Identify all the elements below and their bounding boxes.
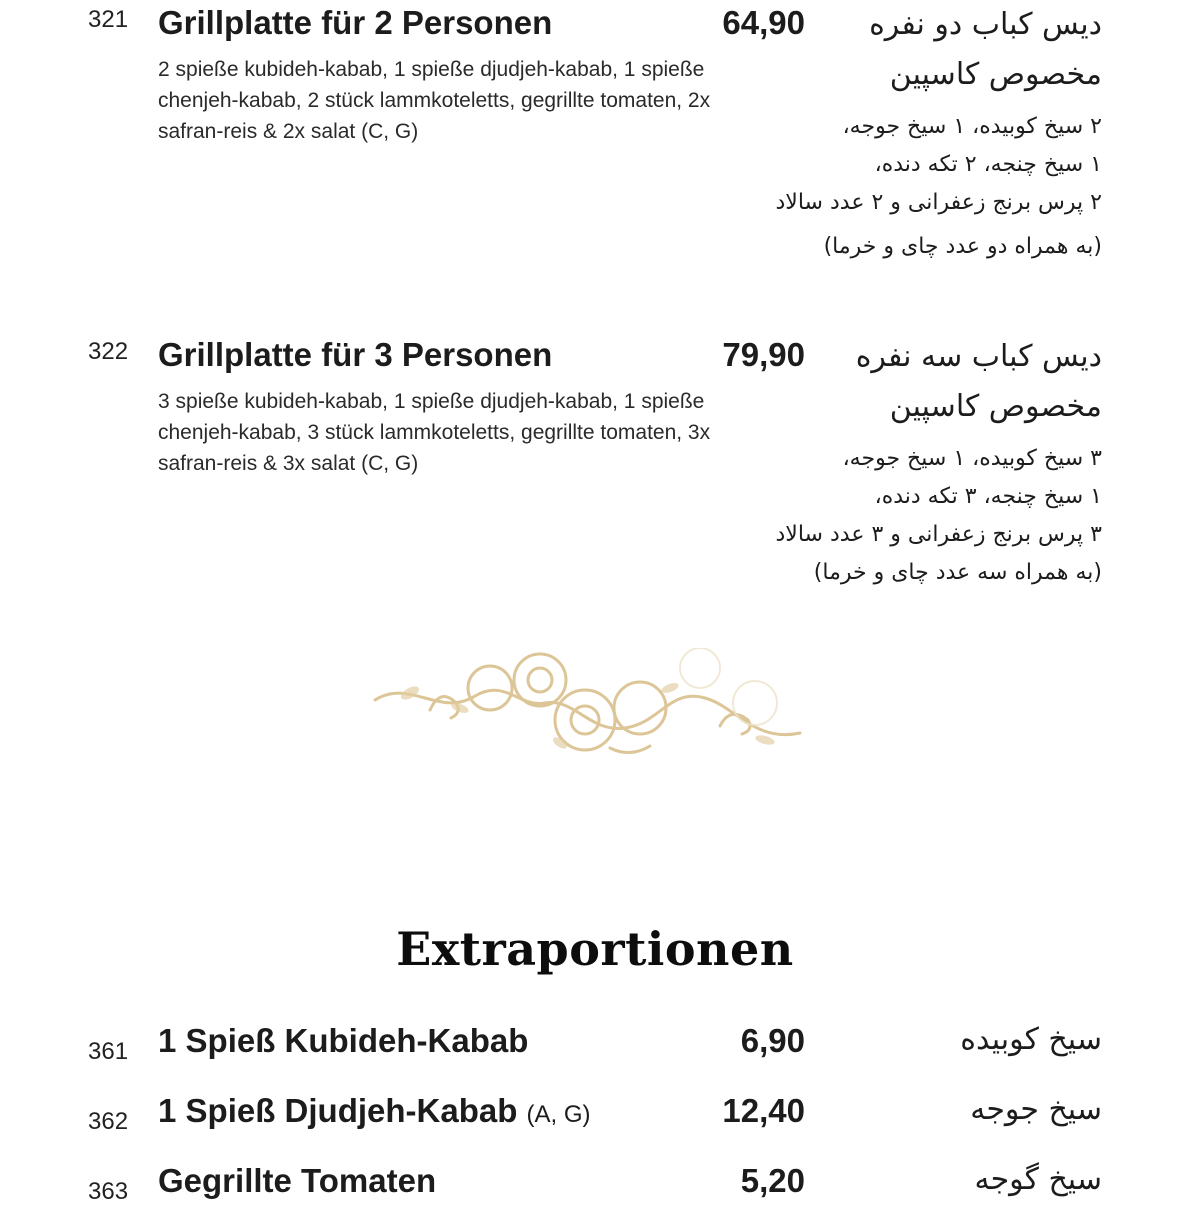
item-number: 322 xyxy=(88,338,129,365)
item-number: 361 xyxy=(88,1038,129,1065)
fa-title-line: دیس کباب سه نفره xyxy=(855,339,1102,374)
fa-line: ۱ سیخ چنجه، ۳ تکه دنده، xyxy=(874,484,1102,509)
extra-item-362 xyxy=(0,1092,1200,1152)
section-title: Extraportionen xyxy=(396,922,794,976)
item-price: 79,90 xyxy=(722,336,805,373)
item-title: Grillplatte für 2 Personen xyxy=(158,4,553,41)
floral-ornament-icon xyxy=(370,648,810,778)
item-description: 2 spieße kubideh-kabab, 1 spieße djudjeh-kabab, 1 spieße chenjeh-kabab, 2 stück lammkoteletts, gegrillte tomaten, 2x safran-reis & 2x salat (C, G) xyxy=(158,58,711,143)
item-title-fa: سیخ کوبیده xyxy=(960,1022,1102,1057)
fa-line: ۳ پرس برنج زعفرانی و ۳ عدد سالاد xyxy=(775,522,1102,547)
fa-line: (به همراه دو عدد چای و خرما) xyxy=(823,234,1102,259)
item-description: 3 spieße kubideh-kabab, 1 spieße djudjeh-kabab, 1 spieße chenjeh-kabab, 3 stück lammkoteletts, gegrillte tomaten, 3x safran-reis & 3x salat (C, G) xyxy=(158,390,711,475)
fa-title-line: مخصوص کاسپین xyxy=(889,389,1102,424)
item-price: 6,90 xyxy=(740,1022,805,1059)
item-title xyxy=(158,1092,591,1130)
fa-line: ۳ سیخ کوبیده، ۱ سیخ جوجه، xyxy=(842,446,1102,471)
item-price: 5,20 xyxy=(740,1162,805,1199)
item-title: Gegrillte Tomaten xyxy=(158,1162,437,1199)
item-title: Grillplatte für 3 Personen xyxy=(158,336,553,373)
item-title-text: 1 Spieß Djudjeh-Kabab xyxy=(158,1092,518,1129)
item-title-fa: سیخ جوجه xyxy=(970,1092,1102,1127)
item-number: 363 xyxy=(88,1178,129,1205)
fa-line: ۲ پرس برنج زعفرانی و ۲ عدد سالاد xyxy=(775,190,1102,215)
allergen-codes: (A, G) xyxy=(526,1101,591,1128)
item-description-fa xyxy=(682,440,1102,592)
item-title-fa xyxy=(802,332,1102,432)
item-title-fa: سیخ گوجه xyxy=(974,1162,1102,1197)
item-number: 321 xyxy=(88,6,129,33)
fa-line: (به همراه سه عدد چای و خرما) xyxy=(813,560,1102,585)
extra-item-361 xyxy=(0,1022,1200,1082)
extra-item-363 xyxy=(0,1162,1200,1222)
fa-title-line: مخصوص کاسپین xyxy=(889,57,1102,92)
item-title-fa xyxy=(802,0,1102,100)
item-description-fa xyxy=(682,108,1102,266)
item-title: 1 Spieß Kubideh-Kabab xyxy=(158,1022,529,1059)
fa-line: ۲ سیخ کوبیده، ۱ سیخ جوجه، xyxy=(842,114,1102,139)
item-price: 64,90 xyxy=(722,4,805,41)
fa-line: ۱ سیخ چنجه، ۲ تکه دنده، xyxy=(874,152,1102,177)
item-number: 362 xyxy=(88,1108,129,1135)
fa-title-line: دیس کباب دو نفره xyxy=(869,7,1102,42)
item-price: 12,40 xyxy=(722,1092,805,1129)
